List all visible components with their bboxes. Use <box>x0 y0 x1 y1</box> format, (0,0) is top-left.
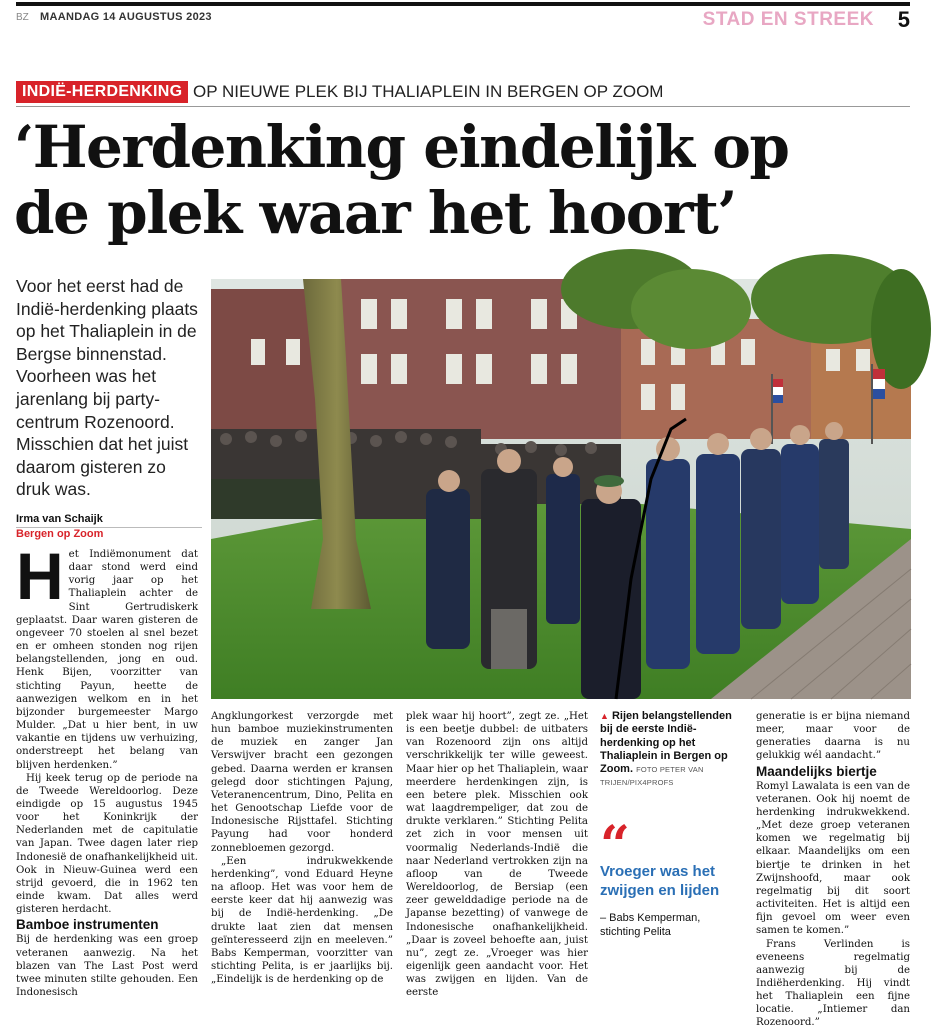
pull-quote-attribution: – Babs Kemperman, stichting Pelita <box>600 912 701 938</box>
article-photo <box>211 279 911 699</box>
page-number: 5 <box>897 7 910 32</box>
photo-caption <box>600 710 740 790</box>
caption-text: Rijen belangstellenden bij de eerste Indië-herdenking op het Thaliaplein in Bergen op Zoom. <box>600 710 732 776</box>
masthead <box>16 7 910 34</box>
headline <box>14 114 914 246</box>
author-byline: Irma van Schaijk <box>16 513 103 525</box>
quote-mark-icon: “ <box>600 815 630 876</box>
subheading-maandelijks-biertje: Maandelijks biertje <box>756 763 877 779</box>
article-column-2 <box>211 710 393 986</box>
col5-paragraph-2: Romyl Lawalata is een van de veteranen. Ook hij noemt de herdenking indrukwekkend. „Met deze groep veteranen komen we regelmatig bij elkaar. Maandelijks om een biertje te drinken in het Zwijnshoofd, maar ook regelmatig bij dit soort activiteiten. Het is altijd een fijn gevoel om weer even samen te komen.” <box>756 780 910 937</box>
headline-line-1: ‘Herdenking eindelijk op <box>14 113 789 181</box>
col2-paragraph-2: „Een indrukwekkende herdenking”, vond Eduard Heyne na afloop. Het was voor hem de eerste keer dat hij aanwezig was bij de Indië-herdenking. „De drukte laat zien dat mensen geïnteresseerd zijn en meeleven.” Babs Kemperman, voorzitter van stichting Pelita, is er jaarlijks bij. „Eindelijk is de herdenking op de <box>211 855 393 986</box>
article-column-5 <box>756 710 910 1029</box>
article-intro: Voor het eerst had de Indië-herdenking plaats op het Thaliaplein in de Bergse binnenstad. Voorheen was het jarenlang bij partycentrum Rozenoord. Misschien dat het juist daarom gisteren zo druk was. <box>16 276 198 500</box>
subkicker: OP NIEUWE PLEK BIJ THALIAPLEIN IN BERGEN OP ZOOM <box>193 82 664 101</box>
kicker-label: INDIË-HERDENKING <box>16 81 188 103</box>
article-column-1 <box>16 539 198 998</box>
col2-paragraph-1: Angklungorkest verzorgde met hun bamboe muziekinstrumenten de muziek en zanger Jan Verswijver bracht een gezongen gebed. Daarna werden er kransen gelegd door stichtingen Pajung, Veteranencentrum, Dino, Pelita en het Genootschap Liefde voor de Indonesische Rijsttafel. Stichting Payung had voor honderd zonnebloemen gezorgd. <box>211 711 393 854</box>
section-title: STAD EN STREEK <box>702 9 874 30</box>
headline-line-2: de plek waar het hoort’ <box>14 179 736 247</box>
pull-quote <box>600 815 740 939</box>
kicker-row <box>16 81 910 107</box>
dropcap: H <box>16 539 64 613</box>
col5-paragraph-3: Frans Verlinden is eveneens regelmatig aanwezig bij de Indiëherdenking. Hij vindt het Thaliaplein een fijne locatie. „Intiemer dan Rozenoord.” <box>756 938 910 1029</box>
caption-triangle-icon: ▲ <box>600 711 609 721</box>
col1-paragraph-2: Hij keek terug op de periode na de Tweede Wereldoorlog. Deze eindigde op 15 augustus 1945 voor het Koninkrijk der Nederlanden met de capitulatie van Japan. Twee dagen later riep Indonesië de onafhankelijkheid uit. Ook in Nieuw-Guinea werd een strijd gevoerd, die in 1962 ten einde kwam. Dat alles werd gisteren herdacht. <box>16 772 198 916</box>
subheading-bamboe-instrumenten: Bamboe instrumenten <box>16 917 159 933</box>
col1-paragraph-1: et Indiëmonument dat daar stond werd eind vorig jaar op het Thaliaplein achter de Sint Gertrudiskerk geplaatst. Daar waren gisteren de ongeveer 70 stoelen al snel bezet en er omheen stonden nog rijen belangstellenden, jong en oud. Henk Bijen, voorzitter van stichting Payun, heette de aanwezigen welkom en in het bijzonder burgemeester Margo Mulder. „Dat u hier bent, in uw vakantie en tijdens uw verhuizing, onderstreept het belang van blijven herdenken.” <box>16 549 198 771</box>
article-column-3 <box>406 710 588 999</box>
top-rule <box>16 2 910 6</box>
col5-paragraph-1: generatie is er bijna niemand meer, maar voor de generaties daarna is nu gelukkig wél aandacht.” <box>756 711 910 762</box>
issue-date: MAANDAG 14 AUGUSTUS 2023 <box>40 11 212 23</box>
publication-logo: BZ <box>16 12 29 23</box>
dateline-location: Bergen op Zoom <box>16 528 104 540</box>
col3-paragraph-1: plek waar hij hoort”, zegt ze. „Het is een beetje dubbel: de uitbaters van Rozenoord zijn ons altijd verschrikkelijk ter wille geweest. Maar hier op het Thaliaplein, waar meerdere herdenkingen zijn, is een betere plek. Misschien ook wat laagdrempeliger, dat zou de drukte verklaren.” Stichting Pelita zet zich in voor mensen uit voormalig Nederlands-Indië die naar Nederland vertrokken zijn na afloop van de Tweede Wereldoorlog, de Bersiap (een zeer gewelddadige periode na de Japanse bezetting) of vanwege de Indonesische onafhankelijkheid. „Daar is zoveel behoefte aan, juist nu”, zegt ze. „Vroeger was hier eigenlijk geen aandacht voor. Het was zwijgen en lijden. Van de eerste <box>406 711 588 999</box>
col1-paragraph-3: Bij de herdenking was een groep veteranen aanwezig. Na het blazen van The Last Post werd twee minuten stilte gehouden. Een Indonesisch <box>16 934 198 998</box>
pull-quote-text: Vroeger was het zwijgen en lijden <box>600 863 720 899</box>
photo-credit: FOTO PETER VAN TRIJEN/PIX4PROFS <box>600 765 704 788</box>
